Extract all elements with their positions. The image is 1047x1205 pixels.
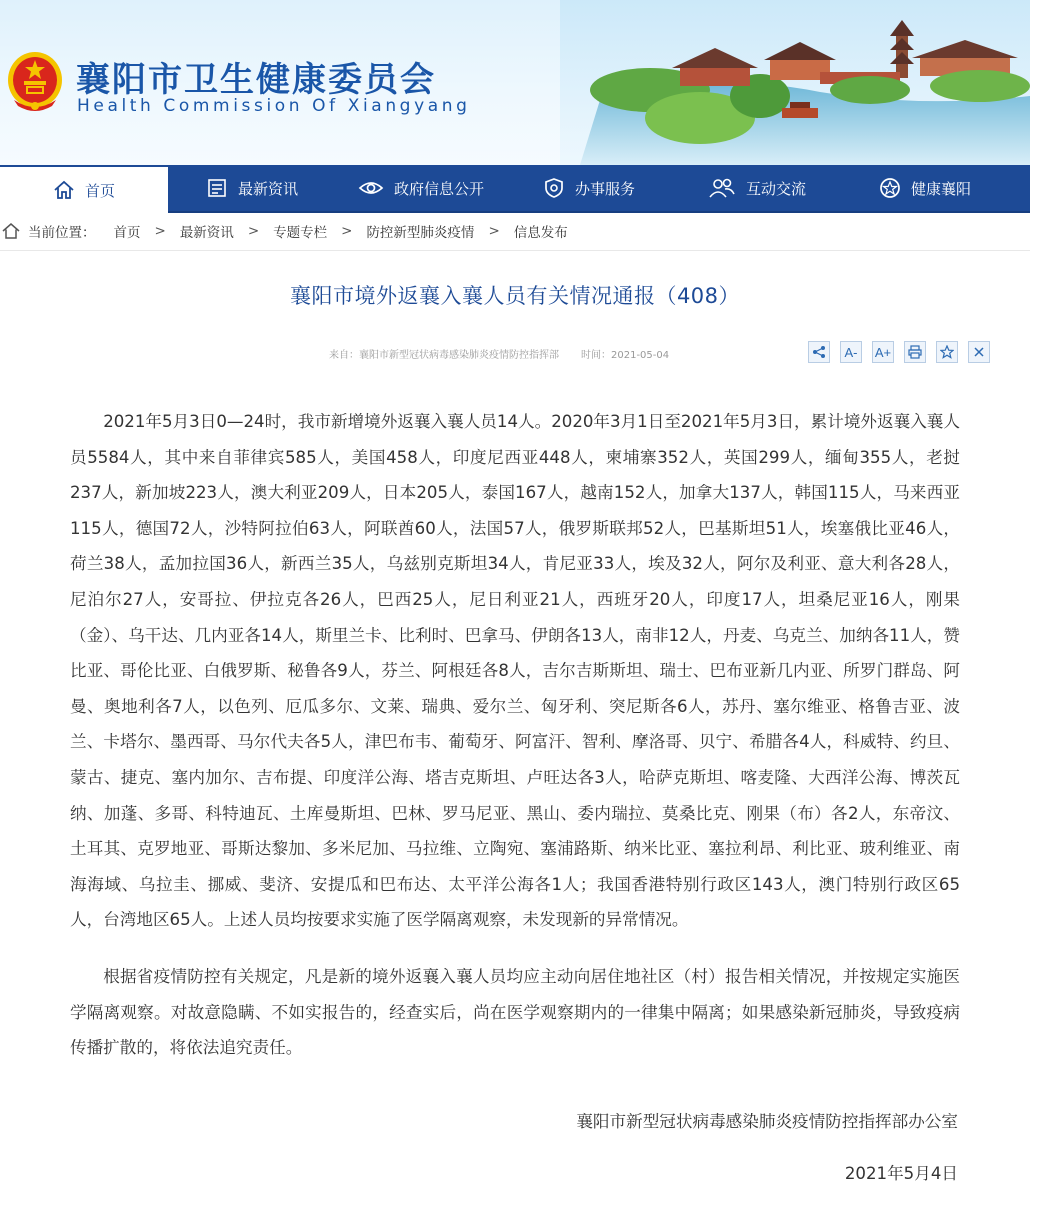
- nav-item-interaction[interactable]: [708, 165, 806, 211]
- site-subtitle: Health Commission Of Xiangyang: [77, 96, 471, 116]
- star-icon: [940, 345, 954, 359]
- breadcrumb-separator: >: [488, 223, 500, 239]
- main-nav: [0, 165, 1030, 213]
- home-icon: [2, 223, 20, 239]
- shield-icon: [543, 177, 565, 199]
- nav-item-health-xiangyang[interactable]: [879, 165, 971, 211]
- breadcrumb-separator: >: [154, 223, 166, 239]
- article-signature: 襄阳市新型冠状病毒感染肺炎疫情防控指挥部办公室: [576, 1112, 958, 1131]
- divider: [0, 250, 1030, 251]
- article-time: 时间：2021-05-04: [581, 350, 670, 361]
- site-title: 襄阳市卫生健康委员会: [76, 60, 436, 100]
- page-margin: [1030, 0, 1047, 1205]
- favorite-button[interactable]: [936, 341, 958, 363]
- nav-item-home[interactable]: [0, 165, 168, 213]
- close-button[interactable]: [968, 341, 990, 363]
- article-source: 来自：襄阳市新型冠状病毒感染肺炎疫情防控指挥部: [329, 350, 559, 361]
- nav-item-label: 健康襄阳: [911, 179, 972, 198]
- font-larger-button[interactable]: A+: [872, 341, 894, 363]
- font-smaller-button[interactable]: A-: [840, 341, 862, 363]
- breadcrumb-info-release[interactable]: 信息发布: [513, 225, 568, 241]
- city-scenery-illustration: [560, 0, 1030, 165]
- home-icon: [53, 180, 75, 200]
- badge-icon: [879, 177, 901, 199]
- article-title: 襄阳市境外返襄入襄人员有关情况通报（408）: [289, 284, 741, 308]
- breadcrumb-prefix: 当前位置：: [28, 225, 96, 241]
- print-icon: [908, 345, 922, 359]
- news-icon: [206, 178, 228, 198]
- breadcrumb-epidemic[interactable]: 防控新型肺炎疫情: [366, 225, 475, 241]
- breadcrumb-news[interactable]: 最新资讯: [179, 225, 234, 241]
- breadcrumb-special-topics[interactable]: 专题专栏: [273, 225, 328, 241]
- article-date: 2021年5月4日: [844, 1164, 958, 1183]
- nav-item-label: 互动交流: [746, 179, 807, 198]
- nav-item-news[interactable]: [206, 165, 298, 211]
- national-emblem-logo: [6, 48, 64, 114]
- share-icon: [812, 345, 826, 359]
- close-icon: [973, 346, 985, 358]
- eye-icon: [358, 178, 384, 198]
- nav-item-label: 政府信息公开: [394, 179, 485, 198]
- breadcrumb-separator: >: [341, 223, 353, 239]
- breadcrumb: [0, 214, 1030, 248]
- nav-item-label: 最新资讯: [238, 179, 299, 198]
- nav-item-label: 办事服务: [575, 179, 636, 198]
- breadcrumb-separator: >: [247, 223, 260, 239]
- people-icon: [708, 177, 736, 199]
- nav-item-gov-info[interactable]: [358, 165, 484, 211]
- print-button[interactable]: [904, 341, 926, 363]
- article-toolbar: [808, 341, 1000, 363]
- share-button[interactable]: [808, 341, 830, 363]
- site-banner: [0, 0, 1030, 165]
- article-paragraph: 根据省疫情防控有关规定，凡是新的境外返襄入襄人员均应主动向居住地社区（村）报告相关情况，并按规定实施医学隔离观察。对故意隐瞒、不如实报告的，经查实后，尚在医学观察期内的一律集中隔离；如果感染新冠肺炎，导致疫病传播扩散的，将依法追究责任。: [70, 966, 960, 1058]
- nav-item-label: 首页: [84, 181, 115, 200]
- nav-item-services[interactable]: [543, 165, 635, 211]
- article-paragraph: 2021年5月3日0—24时，我市新增境外返襄入襄人员14人。2020年3月1日至2021年5月3日，累计境外返襄入襄人员5584人，其中来自菲律宾585人，美国458人，印度尼西亚448人，柬埔寨352人，英国299人，缅甸355人，老挝237人，新加坡223人，澳大利亚209人，日本205人，泰国167人，越南152人，加拿大137人，韩国115人，马来西亚115人，德国72人，沙特阿拉伯63人，阿联酋60人，法国57人，俄罗斯联邦52人，巴基斯坦51人，埃塞俄比亚46人，荷兰38人，孟加拉国36人，新西兰35人，乌兹别克斯坦34人，肯尼亚33人，埃及32人，阿尔及利亚、意大利各28人，尼泊尔27人，安哥拉、伊拉克各26人，巴西25人，尼日利亚21人，西班牙20人，印度17人，坦桑尼亚16人，刚果（金）、乌干达、几内亚各14人，斯里兰卡、比利时、巴拿马、伊朗各13人，南非12人，丹麦、乌克兰、加纳各11人，赞比亚、哥伦比亚、白俄罗斯、秘鲁各9人，芬兰、阿根廷各8人，吉尔吉斯斯坦、瑞士、巴布亚新几内亚、所罗门群岛、阿曼、奥地利各7人，以色列、厄瓜多尔、文莱、瑞典、爱尔兰、匈牙利、突尼斯各6人，苏丹、塞尔维亚、格鲁吉亚、波兰、卡塔尔、墨西哥、马尔代夫各5人，津巴布韦、葡萄牙、阿富汗、智利、摩洛哥、贝宁、希腊各4人，科威特、约旦、蒙古、捷克、塞内加尔、吉布提、印度洋公海、塔吉克斯坦、卢旺达各3人，哈萨克斯坦、喀麦隆、大西洋公海、博茨瓦纳、加蓬、多哥、科特迪瓦、土库曼斯坦、巴林、罗马尼亚、黑山、委内瑞拉、莫桑比克、刚果（布）各2人，东帝汶、土耳其、克罗地亚、哥斯达黎加、多米尼加、马拉维、立陶宛、塞浦路斯、纳米比亚、塞拉利昂、利比亚、玻利维亚、南海海域、乌拉圭、挪威、斐济、安提瓜和巴布达、太平洋公海各1人；我国香港特别行政区143人，澳门特别行政区65人，台湾地区65人。上述人员均按要求实施了医学隔离观察，未发现新的异常情况。: [70, 412, 960, 930]
- breadcrumb-home[interactable]: 首页: [113, 225, 141, 241]
- article-meta: [329, 346, 669, 361]
- article-body: [70, 404, 960, 1066]
